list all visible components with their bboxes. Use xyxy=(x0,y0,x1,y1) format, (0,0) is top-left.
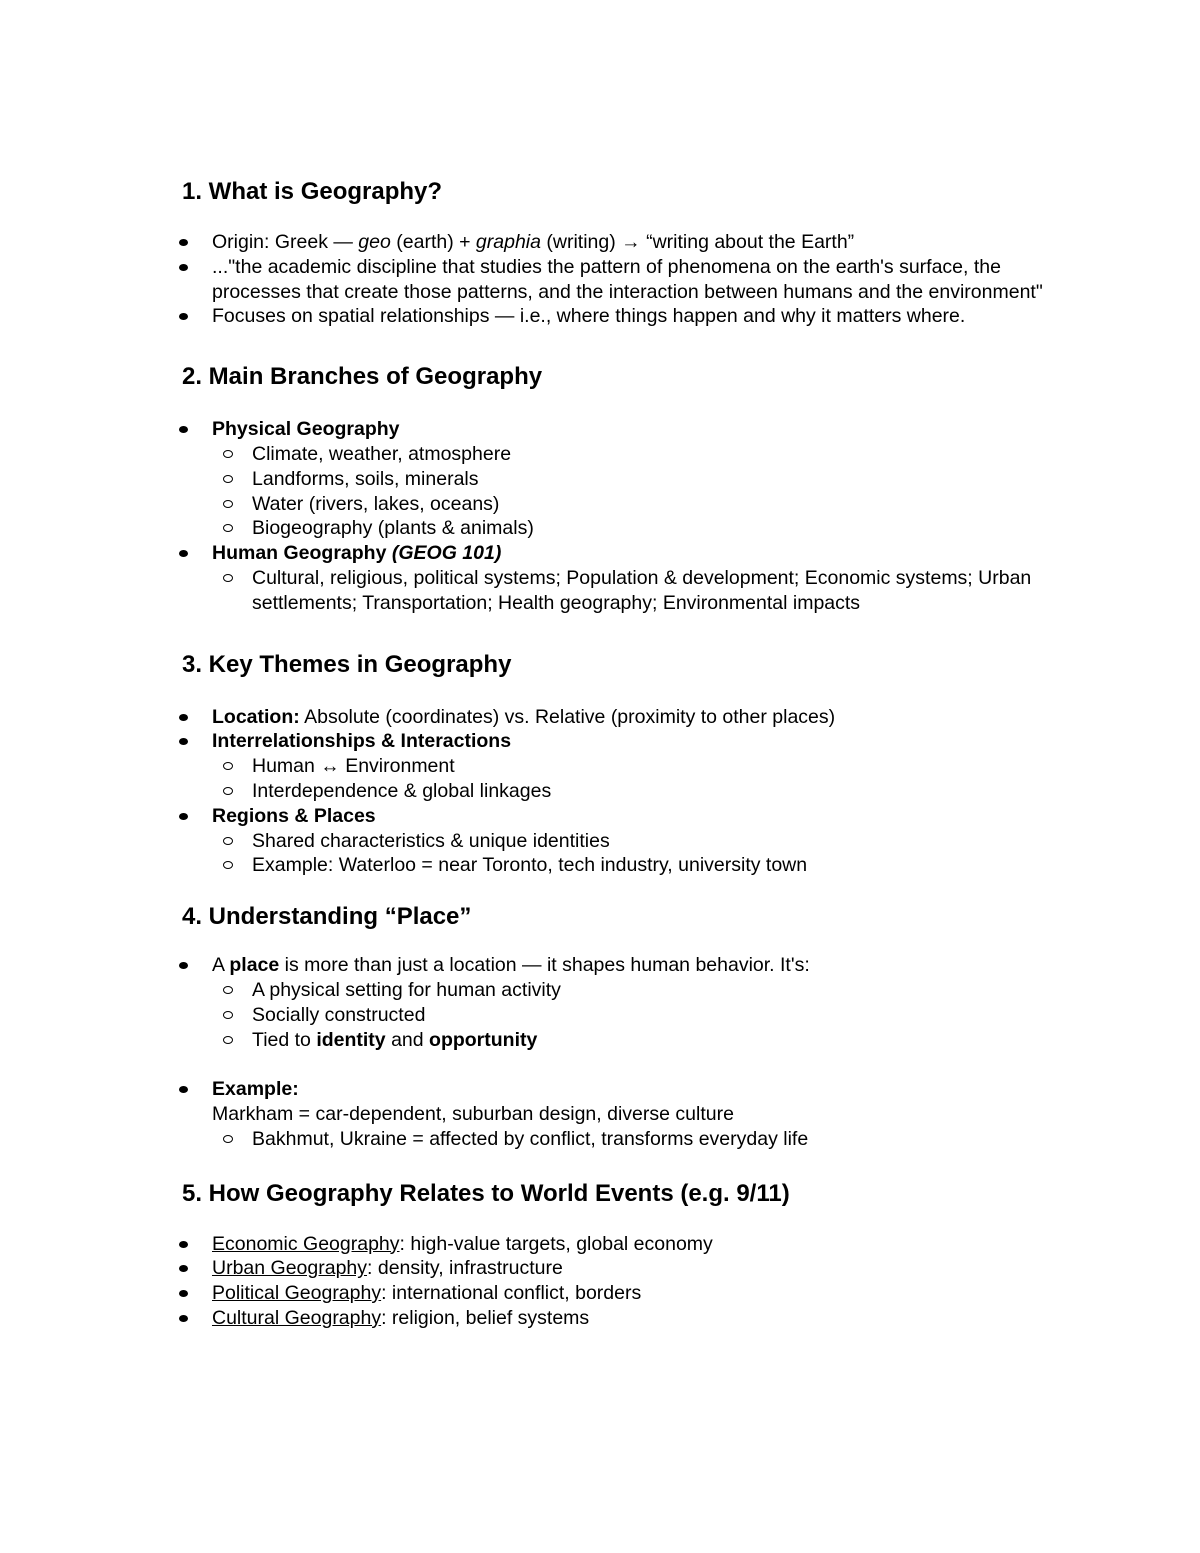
list-item xyxy=(182,541,1082,615)
sub-list-item: Landforms, soils, minerals xyxy=(182,467,1082,492)
spacer xyxy=(182,1052,1082,1077)
cultural-geography-label: Cultural Geography xyxy=(212,1306,382,1329)
list-item xyxy=(182,729,1082,803)
section-3-list xyxy=(182,705,1082,879)
interrelationships-label: Interrelationships & Interactions xyxy=(212,730,512,753)
example-label: Example: xyxy=(212,1078,299,1101)
list-item xyxy=(182,1232,1082,1257)
section-2-list xyxy=(182,417,1082,615)
list-item: ..."the academic discipline that studies the pattern of phenomena on the earth's surface, the processes that create those patterns, and the interaction between humans and the environment" xyxy=(182,255,1082,305)
political-geography-label: Political Geography xyxy=(212,1282,382,1305)
economic-geography-label: Economic Geography xyxy=(212,1232,400,1255)
document-content xyxy=(182,176,1082,1331)
section-3-heading: 3. Key Themes in Geography xyxy=(182,650,512,678)
place-text: is more than just a location — it shapes human behavior. It's: xyxy=(279,954,810,977)
list-item xyxy=(182,1256,1082,1281)
list-item xyxy=(182,230,1082,255)
sub-list-item: Shared characteristics & unique identities xyxy=(182,829,1082,854)
sub-list-item: Bakhmut, Ukraine = affected by conflict, transforms everyday life xyxy=(182,1127,1082,1152)
physical-geography-label: Physical Geography xyxy=(212,418,400,441)
tied-text: and xyxy=(385,1028,430,1051)
location-label: Location: xyxy=(212,705,300,728)
list-item xyxy=(182,804,1082,878)
section-4-list xyxy=(182,953,1082,1052)
political-geography-text: : international conflict, borders xyxy=(381,1282,642,1305)
place-bold: place xyxy=(229,954,280,977)
sub-list-item: Cultural, religious, political systems; Population & development; Economic systems; Urban settlements; Transportation; Health geography; Environmental impacts xyxy=(182,566,1082,616)
origin-text: (writing) → “writing about the Earth” xyxy=(540,231,855,253)
list-item xyxy=(182,1077,1082,1151)
list-item xyxy=(182,417,1082,541)
origin-geo: geo xyxy=(358,231,391,253)
urban-geography-label: Urban Geography xyxy=(212,1257,368,1280)
opportunity-bold: opportunity xyxy=(429,1028,538,1051)
regions-sublist xyxy=(212,829,1082,879)
urban-geography-text: : density, infrastructure xyxy=(367,1257,563,1280)
sub-list-item: Interdependence & global linkages xyxy=(182,779,1082,804)
section-1-list xyxy=(182,230,1082,329)
origin-graphia: graphia xyxy=(475,231,541,253)
sub-list-item: Socially constructed xyxy=(182,1003,1082,1028)
human-geography-sublist xyxy=(212,566,1082,616)
section-4-heading: 4. Understanding “Place” xyxy=(182,903,472,931)
origin-text: Origin: Greek — xyxy=(212,231,359,253)
interrelationships-sublist xyxy=(212,754,1082,804)
list-item xyxy=(182,1281,1082,1306)
list-item xyxy=(182,1306,1082,1331)
economic-geography-text: : high-value targets, global economy xyxy=(399,1232,713,1255)
regions-label: Regions & Places xyxy=(212,804,376,827)
example-sublist xyxy=(212,1127,1082,1152)
physical-geography-sublist xyxy=(212,442,1082,541)
sub-list-item: Example: Waterloo = near Toronto, tech industry, university town xyxy=(182,853,1082,878)
section-2-heading: 2. Main Branches of Geography xyxy=(182,363,543,391)
section-5-list xyxy=(182,1232,1082,1331)
identity-bold: identity xyxy=(316,1028,386,1051)
sub-list-item xyxy=(182,1028,1082,1053)
location-text: Absolute (coordinates) vs. Relative (proximity to other places) xyxy=(299,705,836,728)
place-sublist xyxy=(212,978,1082,1052)
place-text: A xyxy=(212,954,230,977)
section-4-example-list xyxy=(182,1077,1082,1151)
sub-list-item: Human ↔ Environment xyxy=(182,754,1082,779)
list-item xyxy=(182,953,1082,1052)
sub-list-item: Climate, weather, atmosphere xyxy=(182,442,1082,467)
human-geography-label: Human Geography xyxy=(212,542,392,565)
example-text: Markham = car-dependent, suburban design, diverse culture xyxy=(212,1102,734,1125)
tied-text: Tied to xyxy=(252,1028,317,1051)
sub-list-item: A physical setting for human activity xyxy=(182,978,1082,1003)
sub-list-item: Water (rivers, lakes, oceans) xyxy=(182,492,1082,517)
list-item xyxy=(182,705,1082,730)
sub-list-item: Biogeography (plants & animals) xyxy=(182,516,1082,541)
cultural-geography-text: : religion, belief systems xyxy=(381,1306,590,1329)
list-item: Focuses on spatial relationships — i.e., where things happen and why it matters where. xyxy=(182,304,1082,329)
section-5-heading: 5. How Geography Relates to World Events (e.g. 9/11) xyxy=(182,1179,790,1207)
section-1-heading: 1. What is Geography? xyxy=(182,178,443,205)
course-code: (GEOG 101) xyxy=(391,542,502,565)
origin-text: (earth) + xyxy=(390,231,476,253)
